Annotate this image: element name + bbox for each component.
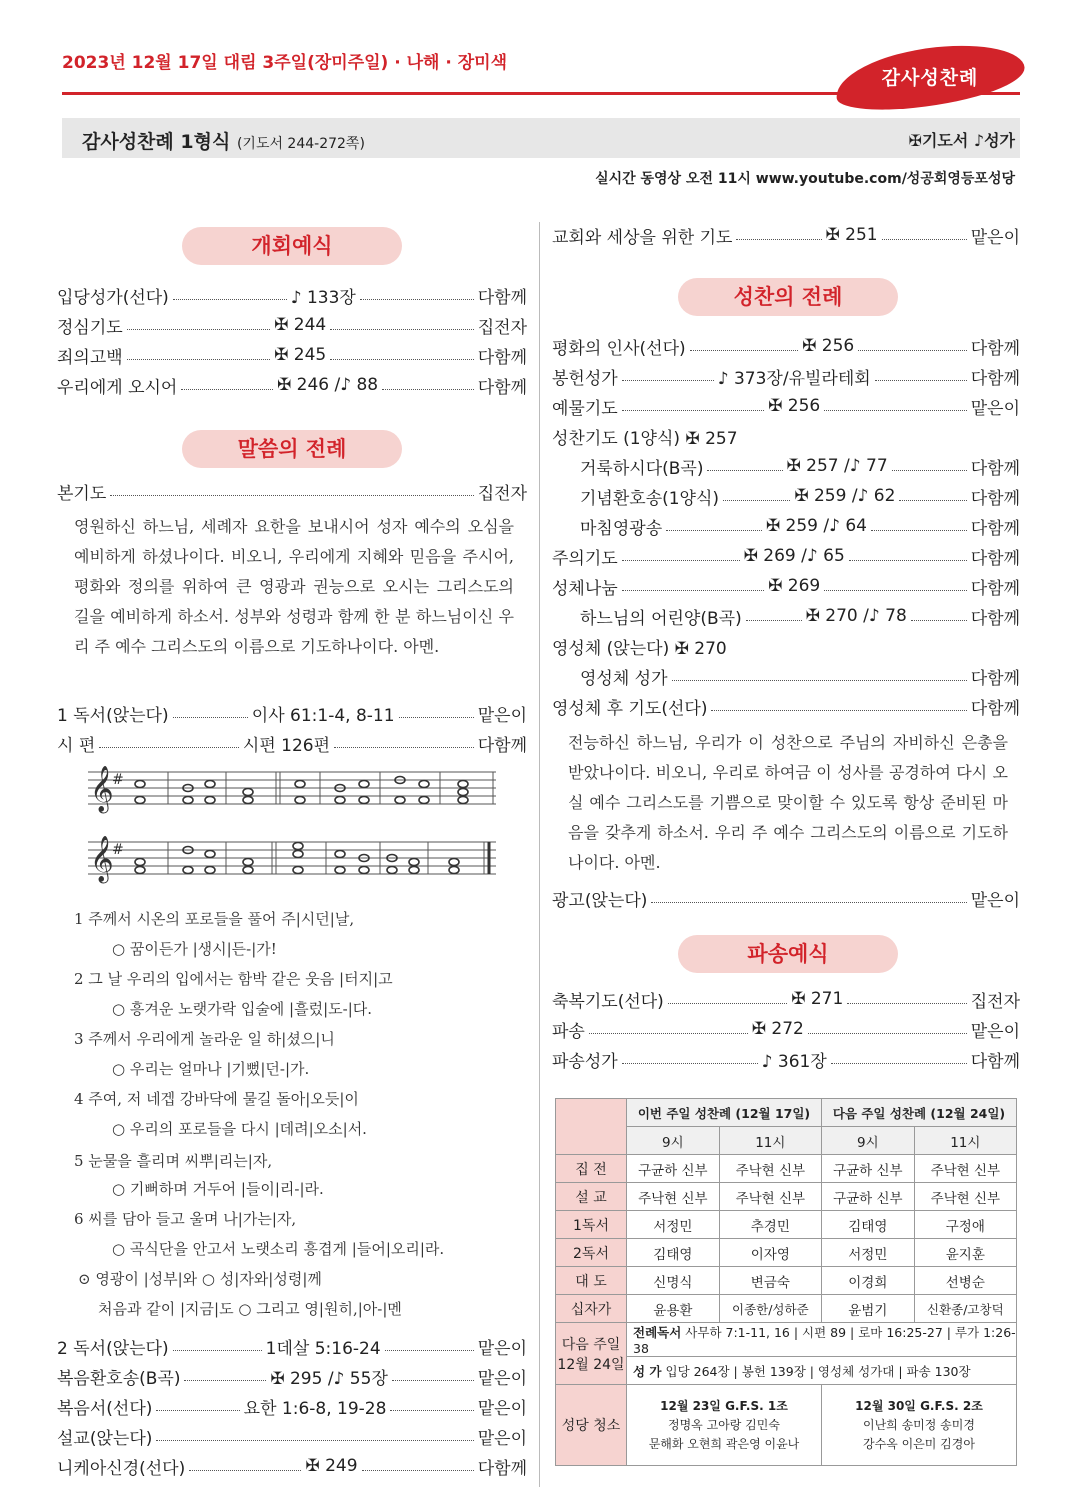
cleaning-names: 강수옥 이은미 김경아 [863,1436,975,1451]
leader-dots [672,680,967,681]
row-label: 설 교 [556,1183,627,1211]
row-role: 맡은이 [970,227,1021,248]
leader-dots [899,500,966,501]
row-label: 파송성가 [552,1051,618,1072]
psalm-verse: 6 씨를 담아 들고 울며 나|가는|자, [74,1210,297,1228]
schedule-cell: 김태영 [627,1239,720,1267]
next-hymns-text: 입당 264장 | 봉헌 139장 | 영성체 성가대 | 파송 130장 [665,1363,971,1379]
liturgy-row [552,573,1020,599]
row-label: 광고(앉는다) [552,890,648,911]
row-ref: ✠ 249 [305,1456,358,1476]
row-role: 맡은이 [477,1428,527,1449]
row-label: 시 편 [57,735,96,756]
row-label: 하느님의 어린양(B곡) [580,608,742,629]
row-role: 맡은이 [477,705,527,726]
leader-dots [589,1033,748,1034]
leader-dots [849,560,967,561]
leader-dots [871,530,967,531]
liturgy-row [57,1423,527,1449]
symbol-legend: ✠기도서 ♪성가 [908,131,1015,150]
section-eucharist: 성찬의 전례 [678,278,898,316]
leader-dots [173,299,287,300]
row-label: 십자가 [556,1295,627,1323]
schedule-cell: 주낙현 신부 [627,1183,720,1211]
leader-dots [882,239,967,240]
row-ref: 시편 126편 [242,735,331,756]
row-ref: ✠ 256 [768,396,821,416]
leader-dots [189,1470,301,1471]
row-ref: 이사 61:1-4, 8-11 [251,705,395,726]
time-cell: 9시 [627,1127,720,1155]
leader-dots [382,389,474,390]
form-pages: (기도서 244-272쪽) [236,136,365,152]
schedule-cell: 주낙현 신부 [914,1183,1016,1211]
leader-dots [666,530,762,531]
schedule-cell: 이자영 [719,1239,821,1267]
schedule-cell: 구정애 [914,1211,1016,1239]
next-hymns [627,1357,1017,1385]
row-role: 다함께 [970,518,1020,539]
liturgy-row [580,483,1020,509]
header-rule [62,92,1020,95]
row-label: 마침영광송 [580,518,663,539]
schedule-cell: 주낙현 신부 [914,1155,1016,1183]
psalm-verse: ○ 우리의 포로들을 다시 |데려|오소|서. [112,1120,367,1138]
schedule-cell: 서정민 [627,1211,720,1239]
row-ref: ✠ 272 [751,1019,804,1039]
schedule-cell: 구균하 신부 [821,1155,914,1183]
row-ref: ✠ 245 [274,345,327,365]
leader-dots [911,620,967,621]
cleaning-names: 문해화 오현희 곽은영 이윤나 [648,1436,800,1451]
psalm-verse: 2 그 날 우리의 입에서는 함박 같은 웃음 |터지|고 [74,970,393,988]
leader-dots [330,359,473,360]
cleaning-title: 12월 23일 G.F.S. 1조 [660,1398,788,1413]
leader-dots [711,710,966,711]
leader-dots [399,717,474,718]
table-corner [556,1099,627,1155]
collect-label: 본기도 [57,483,107,504]
liturgy-row [57,730,527,756]
leader-dots [622,410,764,411]
leader-dots [156,1410,239,1411]
schedule-cell: 주낙현 신부 [719,1155,821,1183]
row-label: 정심기도 [57,317,123,338]
liturgy-row [580,663,1020,689]
table-row [556,1239,1017,1267]
row-role: 맡은이 [477,1368,528,1389]
row-label: 1독서 [556,1211,627,1239]
section-tab-label: 감사성찬례 [881,67,979,89]
table-row [556,1155,1017,1183]
table-row [556,1183,1017,1211]
notices-row [552,885,1020,911]
row-role: 다함께 [970,338,1021,359]
schedule-cell: 윤용환 [627,1295,720,1323]
schedule-cell: 추경민 [719,1211,821,1239]
row-label: 파송 [552,1021,585,1042]
row-label: 주의기도 [552,548,618,569]
leader-dots [824,590,966,591]
cleaning-group-1 [627,1385,822,1466]
psalm-verse: ○ 우리는 얼마나 |기뻤|던-|가. [112,1060,310,1078]
svg-text:𝄞: 𝄞 [90,766,114,812]
schedule-cell: 신환종/고창덕 [914,1295,1016,1323]
liturgy-row [552,1046,1020,1072]
post-communion-text: 전능하신 하느님, 우리가 이 성찬으로 주님의 자비하신 은총을 받았나이다. 비오니, 우리로 하여금 이 성사를 공경하여 다시 오실 예수 그리스도를 기쁨으로 맞이할 수 있도록 항상 준비된 마음을 갖추게 하소서. 우리 주 예수 그리스도의 이름으로 기도하나이다. 아멘. [568,733,1008,872]
row-label: 영성체 후 기도(선다) [552,698,708,719]
row-ref: ✠ 251 [825,225,878,245]
row-label: 죄의고백 [57,347,123,368]
leader-dots [622,380,714,381]
psalm-verse: 4 주여, 저 네겝 강바닥에 물길 돌아|오듯|이 [74,1090,359,1108]
psalm-chant-score [88,762,496,892]
section-liturgy-of-word: 말씀의 전례 [182,430,402,468]
leader-dots [99,747,239,748]
leader-dots [156,1440,473,1441]
next-week-header: 다음 주일 성찬례 (12월 24일) [821,1099,1016,1127]
section-opening-rites: 개회예식 [182,227,402,265]
schedule-cell: 신명식 [627,1267,720,1295]
schedule-cell: 선병순 [914,1267,1016,1295]
row-role: 다함께 [970,608,1020,629]
liturgy-row [57,372,527,398]
row-role: 집전자 [970,991,1020,1012]
row-ref: ✠ 244 [274,315,327,335]
liturgy-row [57,1393,527,1419]
schedule-cell: 구균하 신부 [821,1183,914,1211]
leader-dots [668,1003,787,1004]
liturgy-row [580,513,1020,539]
liturgy-row [552,393,1020,419]
leader-dots [875,380,967,381]
table-row [556,1295,1017,1323]
leader-dots [127,359,270,360]
row-label: 1 독서(앉는다) [57,705,169,726]
schedule-cell: 이경희 [821,1267,914,1295]
row-ref: ✠ 271 [791,989,844,1009]
liturgy-row [57,312,527,338]
time-cell: 11시 [914,1127,1016,1155]
leader-dots [385,1350,474,1351]
cleaning-group-2 [821,1385,1016,1466]
row-role: 맡은이 [477,1338,527,1359]
row-role: 다함께 [970,1051,1021,1072]
schedule-cell: 김태영 [821,1211,914,1239]
liturgy-row [57,1453,527,1479]
schedule-cell: 서정민 [821,1239,914,1267]
row-label: 예물기도 [552,398,618,419]
row-label: 평화의 인사(선다) [552,338,686,359]
leader-dots [651,902,966,903]
row-label: 집 전 [556,1155,627,1183]
section-dismissal: 파송예식 [678,935,898,973]
row-label: 대 도 [556,1267,627,1295]
liturgy-row [552,333,1020,359]
svg-text:#: # [112,772,124,788]
liturgy-row [580,603,1020,629]
cleaning-names: 정명옥 고아랑 김민숙 [668,1417,780,1432]
liturgy-row [552,363,1020,389]
leader-dots [824,410,966,411]
leader-dots [181,389,273,390]
leader-dots [110,495,473,496]
row-ref: ✠ 259 /♪ 62 [794,486,896,506]
liturgy-row [580,453,1020,479]
liturgy-row [552,543,1020,569]
row-label: 봉헌성가 [552,368,618,389]
row-ref: ✠ 259 /♪ 64 [765,516,867,536]
row-label: 입당성가(선다) [57,287,169,308]
leader-dots [622,1063,758,1064]
leader-dots [127,329,270,330]
leader-dots [622,560,740,561]
row-label: 기념환호송(1양식) [580,488,720,509]
row-label: 교회와 세상을 위한 기도 [552,227,733,248]
row-label: 2독서 [556,1239,627,1267]
leader-dots [392,1380,474,1381]
leader-dots [746,620,802,621]
row-ref: ♪ 373장/유빌라테회 [717,368,871,389]
liturgy-row [57,282,527,308]
row-label: 성체나눔 [552,578,618,599]
cleaning-names: 이난희 송미정 송미경 [863,1417,975,1432]
schedule-cell: 윤범기 [821,1295,914,1323]
schedule-cell: 윤지훈 [914,1239,1016,1267]
row-role: 다함께 [970,368,1021,389]
leader-dots [334,747,474,748]
row-role: 다함께 [970,578,1020,599]
row-label: 니케아신경(선다) [57,1458,186,1479]
psalm-verse: 처음과 같이 |지금|도 ○ 그리고 영|원히,|아-|멘 [98,1300,402,1318]
row-ref: ✠ 269 [768,576,821,596]
psalm-verse: ○ 곡식단을 안고서 노랫소리 흥겹게 |들어|오리|라. [112,1240,445,1258]
leader-dots [847,1003,966,1004]
row-role: 맡은이 [970,1021,1020,1042]
cleaning-title: 12월 30일 G.F.S. 2조 [855,1398,983,1413]
liturgy-row [552,693,1020,719]
liturgy-row [552,1016,1020,1042]
next-sunday-label: 다음 주일 12월 24일 [556,1323,627,1385]
liturgy-row [57,700,527,726]
leader-dots [360,299,474,300]
leader-dots [723,500,790,501]
time-cell: 9시 [821,1127,914,1155]
liturgy-row [552,423,1020,449]
liturgy-row [552,986,1020,1012]
row-ref: ✠ 270 /♪ 78 [805,606,907,626]
schedule-cell: 변금숙 [719,1267,821,1295]
next-readings-head: 전례독서 [633,1325,682,1340]
next-hymns-head: 성 가 [633,1363,662,1379]
row-label: 2 독서(앉는다) [57,1338,169,1359]
row-ref: 1데살 5:16-24 [265,1338,381,1359]
leader-dots [892,470,967,471]
psalm-verse: 3 주께서 우리에게 놀라운 일 하|셨으|니 [74,1030,335,1048]
leader-dots [173,1350,262,1351]
schedule-cell: 이종한/성하준 [719,1295,821,1323]
leader-dots [173,717,248,718]
row-role: 맡은이 [970,890,1020,911]
service-schedule-table [555,1098,1017,1466]
row-ref: ♪ 361장 [761,1051,827,1072]
row-ref: ✠ 256 [802,336,855,356]
row-ref: ✠ 269 /♪ 65 [743,546,845,566]
liturgy-row [57,1333,527,1359]
liturgy-row [57,342,527,368]
row-role: 다함께 [970,458,1020,479]
svg-text:𝄞: 𝄞 [90,836,114,882]
row-role: 다함께 [477,1458,528,1479]
schedule-cell: 구균하 신부 [627,1155,720,1183]
live-stream-info: 실시간 동영상 오전 11시 www.youtube.com/성공회영등포성당 [595,171,1015,187]
service-date: 2023년 12월 17일 대림 3주일(장미주일) · 나해 · 장미색 [62,53,508,73]
form-title [82,127,365,154]
row-label: 복음서(선다) [57,1398,153,1419]
collect-role: 집전자 [477,483,527,504]
intercession-row [552,222,1020,248]
row-label: 영성체 (앉는다) ✠ 270 [552,638,727,659]
this-week-header: 이번 주일 성찬례 (12월 17일) [627,1099,822,1127]
row-ref: 요한 1:6-8, 19-28 [243,1398,387,1419]
row-role: 다함께 [970,668,1020,689]
liturgy-row [552,633,1020,659]
svg-text:#: # [112,842,124,858]
psalm-verse: ○ 흥겨운 노랫가락 입술에 |흘렀|도-|다. [112,1000,373,1018]
cleaning-label: 성당 청소 [556,1385,627,1466]
leader-dots [858,350,967,351]
collect-text: 영원하신 하느님, 세례자 요한을 보내시어 성자 예수의 오심을 예비하게 하셨나이다. 비오니, 우리에게 지혜와 믿음을 주시어, 평화와 정의를 위하여 큰 영광과 권능으로 오시는 그리스도의 길을 예비하게 하소서. 성부와 성령과 함께 한 분 하느님이신 우리 주 예수 그리스도의 이름으로 기도하나이다. 아멘. [74,517,514,656]
leader-dots [362,1470,474,1471]
leader-dots [622,590,764,591]
row-label: 축복기도(선다) [552,991,664,1012]
row-role: 다함께 [477,347,527,368]
leader-dots [808,1033,967,1034]
row-role: 다함께 [477,377,528,398]
row-role: 다함께 [970,698,1020,719]
leader-dots [831,1063,967,1064]
row-ref: ✠ 295 /♪ 55장 [270,1368,388,1389]
row-label: 복음환호송(B곡) [57,1368,181,1389]
row-ref: ✠ 246 /♪ 88 [276,375,379,395]
row-label: 우리에게 오시어 [57,377,178,398]
row-label: 영성체 성가 [580,668,668,689]
row-role: 맡은이 [970,398,1020,419]
row-role: 집전자 [477,317,527,338]
row-role: 다함께 [970,548,1021,569]
psalm-verse: ⊙ 영광이 |성부|와 ○ 성|자와|성령|께 [78,1270,322,1288]
row-role: 다함께 [477,735,527,756]
leader-dots [690,350,799,351]
schedule-cell: 주낙현 신부 [719,1183,821,1211]
time-cell: 11시 [719,1127,821,1155]
table-row [556,1267,1017,1295]
psalm-verse: ○ 꿈이든가 |생시|든-|가! [112,940,277,958]
collect-row [57,478,527,504]
column-divider [539,222,540,1487]
leader-dots [330,329,473,330]
table-row [556,1211,1017,1239]
row-role: 다함께 [970,488,1021,509]
leader-dots [736,239,821,240]
leader-dots [390,1410,473,1411]
row-label: 성찬기도 (1양식) ✠ 257 [552,428,738,449]
leader-dots [707,470,782,471]
row-ref: ✠ 257 /♪ 77 [786,456,888,476]
liturgy-row [57,1363,527,1389]
row-ref: ♪ 133장 [290,287,356,308]
row-label: 설교(앉는다) [57,1428,153,1449]
next-readings [627,1323,1017,1357]
psalm-verse: ○ 기뻐하며 거두어 |들이|리-|라. [112,1180,324,1198]
row-role: 맡은이 [477,1398,528,1419]
leader-dots [184,1380,266,1381]
row-role: 다함께 [477,287,528,308]
next-readings-text: 사무하 7:1-11, 16 | 시편 89 | 로마 16:25-27 | 루가 1:26-38 [633,1325,1016,1356]
psalm-verse: 1 주께서 시온의 포로들을 풀어 주|시던|날, [74,910,355,928]
form-title-text: 감사성찬례 1형식 [82,131,231,153]
psalm-verse: 5 눈물을 흘리며 씨뿌|리는|자, [74,1152,273,1170]
row-label: 거룩하시다(B곡) [580,458,704,479]
